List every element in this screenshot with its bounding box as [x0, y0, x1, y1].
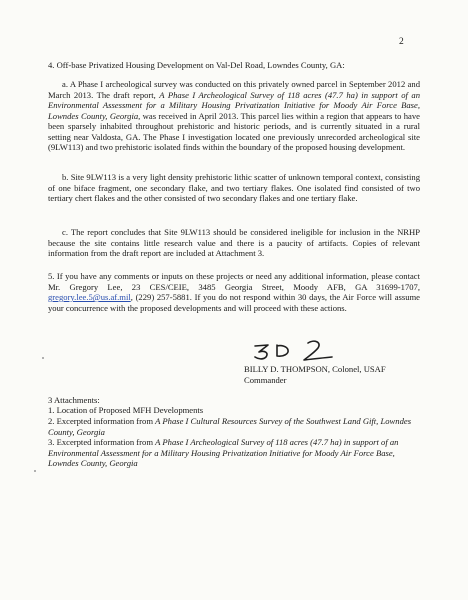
section-4-paragraph-a	[48, 79, 420, 153]
page-number: 2	[399, 37, 404, 47]
attachment-item-3	[48, 437, 426, 469]
handwritten-signature	[252, 338, 336, 364]
signatory-title: Commander	[244, 375, 287, 385]
report-title: A Phase I Archeological Survey of 118 acres (47.7 ha) in support of an Environmental Assessment for a Military Housing Privatization Initiative for Moody Air Force Base, Lowndes County, Georgia,	[48, 89, 420, 121]
section-4-paragraph-b: b. Site 9LW113 is a very light density prehistoric lithic scatter of unknown temporal context, consisting of one biface fragment, one secondary flake, and two tertiary flakes. One isolated find consisted of two tertiary chert flakes and the other consisted of two secondary flakes and one tertiary flake.	[48, 172, 420, 203]
paragraph-a-text-end: was received in April 2013. This parcel lies within a region that appears to have been sparsely inhabited throughout prehistoric and historic periods, and is currently situated in a rural setting near Valdosta, GA. The Phase I investigation located one previously unrecorded archeological site (9LW113) and two prehistoric isolated finds within the boundary of the proposed housing development.	[48, 110, 420, 152]
scan-speck	[34, 470, 36, 472]
attachment-item-1: 1. Location of Proposed MFH Developments	[48, 405, 204, 415]
attachment-item-2	[48, 416, 426, 437]
section-4-paragraph-c: c. The report concludes that Site 9LW113 should be considered ineligible for inclusion in the NRHP because the site contains little research value and there is a paucity of artifacts. Copies of relevant information from the draft report are included at Attachment 3.	[48, 227, 420, 258]
contact-email-link[interactable]: gregory.lee.5@us.af.mil	[48, 292, 131, 302]
section-5-text-start: 5. If you have any comments or inputs on these projects or need any additional information, please contact Mr. Gregory Lee, 23 CES/CEIE, 3485 Georgia Street, Moody AFB, GA 31699-1707,	[48, 271, 420, 292]
scan-speck	[42, 357, 44, 359]
section-5-paragraph	[48, 271, 420, 313]
attachment-3-prefix: 3. Excerpted information from	[48, 437, 156, 447]
attachment-2-title: A Phase I Cultural Resources Survey of the Southwest Land Gift, Lowndes County, Georgia	[48, 416, 412, 437]
section-5-text-end: , (229) 257-5881. If you do not respond within 30 days, the Air Force will assume your concurrence with the proposed developments and will proceed with these actions.	[48, 292, 420, 313]
paragraph-a-text-start: a. A Phase I archeological survey was conducted on this privately owned parcel in September 2012 and March 2013. The draft report,	[48, 79, 420, 100]
attachment-2-prefix: 2. Excerpted information from	[48, 416, 156, 426]
signatory-name: BILLY D. THOMPSON, Colonel, USAF	[244, 364, 386, 374]
section-4-heading: 4. Off-base Privatized Housing Development on Val-Del Road, Lowndes County, GA:	[48, 60, 345, 70]
attachment-3-title: A Phase I Archeological Survey of 118 acres (47.7 ha) in support of an Environmental Assessment for a Military Housing Privatization Initiative for Moody Air Force Base, Lowndes County, Georgia	[48, 437, 399, 468]
attachments-heading: 3 Attachments:	[48, 395, 100, 405]
